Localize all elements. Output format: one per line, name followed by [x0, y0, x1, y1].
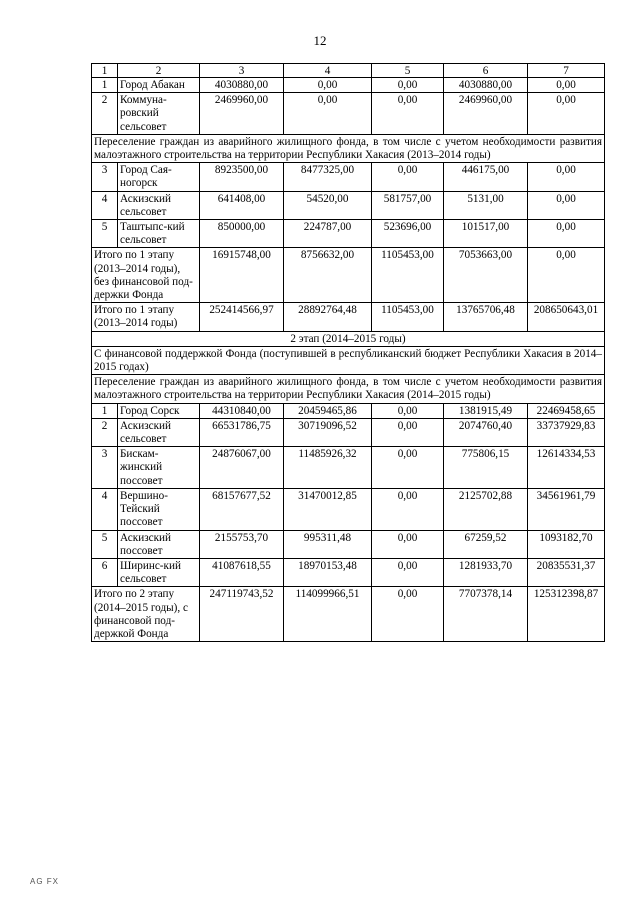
- amount-cell: 8756632,00: [284, 248, 372, 303]
- amount-cell: 0,00: [284, 93, 372, 135]
- municipality-name: Аскизский поссовет: [118, 530, 200, 558]
- amount-cell: 2469960,00: [444, 93, 528, 135]
- amount-cell: 0,00: [372, 488, 444, 530]
- row-number: 5: [92, 220, 118, 248]
- amount-cell: 41087618,55: [200, 558, 284, 586]
- amount-cell: 114099966,51: [284, 587, 372, 642]
- amount-cell: 11485926,32: [284, 447, 372, 489]
- amount-cell: 67259,52: [444, 530, 528, 558]
- amount-cell: 0,00: [528, 248, 605, 303]
- column-number: 3: [200, 64, 284, 78]
- stage-heading: [92, 331, 605, 346]
- amount-cell: 4030880,00: [200, 78, 284, 93]
- amount-cell: 775806,15: [444, 447, 528, 489]
- amount-cell: 1281933,70: [444, 558, 528, 586]
- amount-cell: 446175,00: [444, 163, 528, 191]
- amount-cell: 28892764,48: [284, 303, 372, 331]
- column-number: 5: [372, 64, 444, 78]
- section-heading: [92, 134, 605, 162]
- amount-cell: 0,00: [284, 78, 372, 93]
- amount-cell: 581757,00: [372, 191, 444, 219]
- total-row: [92, 303, 605, 331]
- amount-cell: 66531786,75: [200, 418, 284, 446]
- amount-cell: 1105453,00: [372, 303, 444, 331]
- amount-cell: 208650643,01: [528, 303, 605, 331]
- column-number: 7: [528, 64, 605, 78]
- amount-cell: 101517,00: [444, 220, 528, 248]
- amount-cell: 0,00: [372, 163, 444, 191]
- amount-cell: 0,00: [528, 191, 605, 219]
- amount-cell: 5131,00: [444, 191, 528, 219]
- amount-cell: 1093182,70: [528, 530, 605, 558]
- amount-cell: 12614334,53: [528, 447, 605, 489]
- column-number: 4: [284, 64, 372, 78]
- total-row: [92, 248, 605, 303]
- table-row: [92, 78, 605, 93]
- amount-cell: 8477325,00: [284, 163, 372, 191]
- amount-cell: 0,00: [372, 418, 444, 446]
- amount-cell: 0,00: [372, 558, 444, 586]
- municipality-name: Аскизский сельсовет: [118, 191, 200, 219]
- municipality-name: Аскизский сельсовет: [118, 418, 200, 446]
- table-row: [92, 488, 605, 530]
- amount-cell: 252414566,97: [200, 303, 284, 331]
- table-row: [92, 163, 605, 191]
- amount-cell: 34561961,79: [528, 488, 605, 530]
- amount-cell: 0,00: [528, 220, 605, 248]
- total-label: Итого по 2 этапу (2014–2015 годы), с финансовой под-держкой Фонда: [92, 587, 200, 642]
- table-row: [92, 530, 605, 558]
- municipality-name: Вершино-Тейский поссовет: [118, 488, 200, 530]
- column-number: 6: [444, 64, 528, 78]
- table-row: [92, 418, 605, 446]
- row-number: 1: [92, 78, 118, 93]
- municipality-name: Таштыпс-кий сельсовет: [118, 220, 200, 248]
- funding-table: [91, 63, 605, 642]
- section-heading-text: Переселение граждан из аварийного жилищного фонда, в том числе с учетом необходимости развития малоэтажного строительства на территории Республики Хакасия (2014–2015 годы): [92, 375, 605, 403]
- amount-cell: 0,00: [372, 530, 444, 558]
- amount-cell: 2155753,70: [200, 530, 284, 558]
- amount-cell: 247119743,52: [200, 587, 284, 642]
- amount-cell: 7053663,00: [444, 248, 528, 303]
- amount-cell: 0,00: [372, 587, 444, 642]
- table-row: [92, 93, 605, 135]
- amount-cell: 523696,00: [372, 220, 444, 248]
- amount-cell: 7707378,14: [444, 587, 528, 642]
- amount-cell: 4030880,00: [444, 78, 528, 93]
- row-number: 3: [92, 447, 118, 489]
- column-number: 2: [118, 64, 200, 78]
- stage-heading-text: 2 этап (2014–2015 годы): [92, 331, 605, 346]
- amount-cell: 54520,00: [284, 191, 372, 219]
- amount-cell: 125312398,87: [528, 587, 605, 642]
- amount-cell: 0,00: [528, 93, 605, 135]
- amount-cell: 30719096,52: [284, 418, 372, 446]
- amount-cell: 995311,48: [284, 530, 372, 558]
- row-number: 4: [92, 191, 118, 219]
- municipality-name: Город Сорск: [118, 403, 200, 418]
- column-number: 1: [92, 64, 118, 78]
- amount-cell: 224787,00: [284, 220, 372, 248]
- municipality-name: Город Абакан: [118, 78, 200, 93]
- amount-cell: 2469960,00: [200, 93, 284, 135]
- section-heading-text: Переселение граждан из аварийного жилищного фонда, в том числе с учетом необходимости развития малоэтажного строительства на территории Республики Хакасия (2013–2014 годы): [92, 134, 605, 162]
- row-number: 5: [92, 530, 118, 558]
- amount-cell: 1105453,00: [372, 248, 444, 303]
- row-number: 6: [92, 558, 118, 586]
- row-number: 1: [92, 403, 118, 418]
- table-row: [92, 558, 605, 586]
- footer-mark: AG FX: [30, 877, 60, 886]
- total-label: Итого по 1 этапу (2013–2014 годы): [92, 303, 200, 331]
- amount-cell: 18970153,48: [284, 558, 372, 586]
- amount-cell: 641408,00: [200, 191, 284, 219]
- table-row: [92, 403, 605, 418]
- amount-cell: 0,00: [372, 403, 444, 418]
- amount-cell: 0,00: [372, 93, 444, 135]
- row-number: 3: [92, 163, 118, 191]
- row-number: 2: [92, 93, 118, 135]
- municipality-name: Коммуна-ровский сельсовет: [118, 93, 200, 135]
- amount-cell: 2074760,40: [444, 418, 528, 446]
- amount-cell: 0,00: [372, 447, 444, 489]
- amount-cell: 2125702,88: [444, 488, 528, 530]
- row-number: 4: [92, 488, 118, 530]
- section-heading-text: С финансовой поддержкой Фонда (поступившей в республиканский бюджет Республики Хакасия в 2014–2015 годах): [92, 346, 605, 374]
- table-row: [92, 220, 605, 248]
- amount-cell: 24876067,00: [200, 447, 284, 489]
- amount-cell: 0,00: [372, 78, 444, 93]
- amount-cell: 68157677,52: [200, 488, 284, 530]
- municipality-name: Бискам-жинский поссовет: [118, 447, 200, 489]
- page-number: 12: [313, 33, 327, 48]
- amount-cell: 1381915,49: [444, 403, 528, 418]
- amount-cell: 16915748,00: [200, 248, 284, 303]
- section-heading: [92, 346, 605, 374]
- header-row: [92, 64, 605, 78]
- amount-cell: 31470012,85: [284, 488, 372, 530]
- amount-cell: 44310840,00: [200, 403, 284, 418]
- amount-cell: 13765706,48: [444, 303, 528, 331]
- row-number: 2: [92, 418, 118, 446]
- amount-cell: 0,00: [528, 163, 605, 191]
- amount-cell: 8923500,00: [200, 163, 284, 191]
- total-label: Итого по 1 этапу (2013–2014 годы), без финансовой под-держки Фонда: [92, 248, 200, 303]
- total-row: [92, 587, 605, 642]
- amount-cell: 33737929,83: [528, 418, 605, 446]
- amount-cell: 850000,00: [200, 220, 284, 248]
- municipality-name: Город Сая-ногорск: [118, 163, 200, 191]
- amount-cell: 20835531,37: [528, 558, 605, 586]
- section-heading: [92, 375, 605, 403]
- municipality-name: Ширинс-кий сельсовет: [118, 558, 200, 586]
- table-row: [92, 191, 605, 219]
- amount-cell: 22469458,65: [528, 403, 605, 418]
- amount-cell: 0,00: [528, 78, 605, 93]
- table-row: [92, 447, 605, 489]
- amount-cell: 20459465,86: [284, 403, 372, 418]
